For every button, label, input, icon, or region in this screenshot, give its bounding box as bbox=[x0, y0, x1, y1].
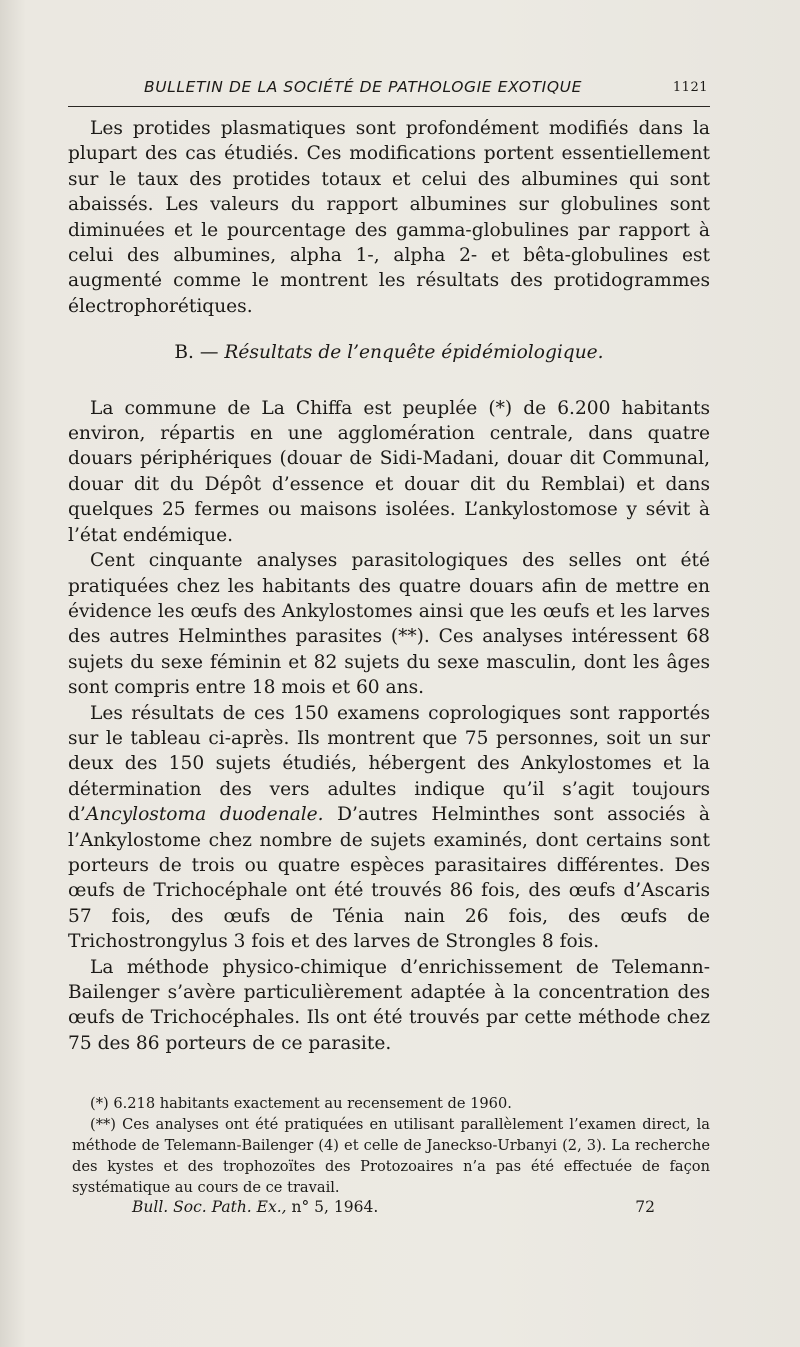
paragraph-analyses: Cent cinquante analyses parasitologiques des selles ont été pratiquées chez les habitants des quatre douars afin de mettre en évidence les œufs des Ankylostomes ainsi que les œufs et les larves des autres Helminthes parasites (**). Ces analyses intéressent 68 sujets du sexe féminin et 82 sujets du sexe masculin, dont les âges sont compris entre 18 mois et 60 ans. bbox=[68, 550, 710, 699]
species-name: Ancylostoma duodenale. bbox=[85, 804, 324, 826]
section-title: Résultats de l’enquête épidémiologique. bbox=[224, 342, 604, 364]
running-title: BULLETIN DE LA SOCIÉTÉ DE PATHOLOGIE EXOTIQUE bbox=[144, 78, 582, 96]
header-rule bbox=[68, 106, 710, 107]
running-header bbox=[72, 78, 710, 100]
journal-citation bbox=[132, 1198, 378, 1216]
page-number: 1121 bbox=[672, 80, 708, 95]
paragraph-resultats bbox=[68, 701, 710, 955]
journal-title: Bull. Soc. Path. Ex., bbox=[132, 1198, 287, 1216]
section-heading-b bbox=[68, 340, 710, 365]
page-footer bbox=[72, 1198, 710, 1222]
footnote-2: (**) Ces analyses ont été pratiquées en utilisant parallèlement l’examen direct, la méthode de Telemann-Bailenger (4) et celle de Janeckso-Urbanyi (2, 3). La recherche des kystes et des trophozoïtes des Protozoaires n’a pas été effectuée de façon systématique au cours de ce travail. bbox=[72, 1116, 710, 1196]
section-label: B. — bbox=[174, 342, 219, 364]
paragraph-protides: Les protides plasmatiques sont profondément modifiés dans la plupart des cas étudiés. Ces modifications portent essentiellement sur le taux des protides totaux et celui des albumines qui sont abaissés. Les valeurs du rapport albumines sur globulines sont diminuées et le pourcentage des gamma-globulines par rapport à celui des albumines, alpha 1-, alpha 2- et bêta-globulines est augmenté comme le montrent les résultats des protidogrammes électrophorétiques. bbox=[68, 118, 710, 317]
paragraph-methode: La méthode physico-chimique d’enrichissement de Telemann-Bailenger s’avère particulièrement adaptée à la concentration des œufs de Trichocéphales. Ils ont été trouvés par cette méthode chez 75 des 86 porteurs de ce parasite. bbox=[68, 956, 710, 1054]
paragraph-commune: La commune de La Chiffa est peuplée (*) de 6.200 habitants environ, répartis en une agglomération centrale, dans quatre douars périphériques (douar de Sidi-Madani, douar dit Communal, douar dit du Dépôt d’essence et douar dit du Remblai) et dans quelques 25 fermes ou maisons isolées. L’ankylostomose y sévit à l’état endémique. bbox=[68, 397, 710, 546]
article-body bbox=[68, 116, 710, 1056]
sheet-number: 72 bbox=[635, 1198, 655, 1216]
resultats-text-a: Les résultats de ces 150 examens coprologiques sont rapportés sur le tableau ci-après. Ils montrent que 75 personnes, soit un sur deux des 150 sujets étudiés, hébergent des Ankylostomes et la détermination des vers adultes indique qu’il s’agit toujours d’ bbox=[68, 702, 710, 826]
resultats-text-b: D’autres Helminthes sont associés à l’Ankylostome chez nombre de sujets examinés, dont certains sont porteurs de trois ou quatre espèces parasitaires différentes. Des œufs de Trichocéphale ont été trouvés 86 fois, des œufs d’Ascaris 57 fois, des œufs de Ténia nain 26 fois, des œufs de Trichostrongylus 3 fois et des larves de Strongles 8 fois. bbox=[68, 804, 710, 953]
footnotes bbox=[72, 1093, 710, 1198]
footnote-1: (*) 6.218 habitants exactement au recensement de 1960. bbox=[90, 1095, 512, 1112]
journal-issue: n° 5, 1964. bbox=[286, 1198, 379, 1216]
